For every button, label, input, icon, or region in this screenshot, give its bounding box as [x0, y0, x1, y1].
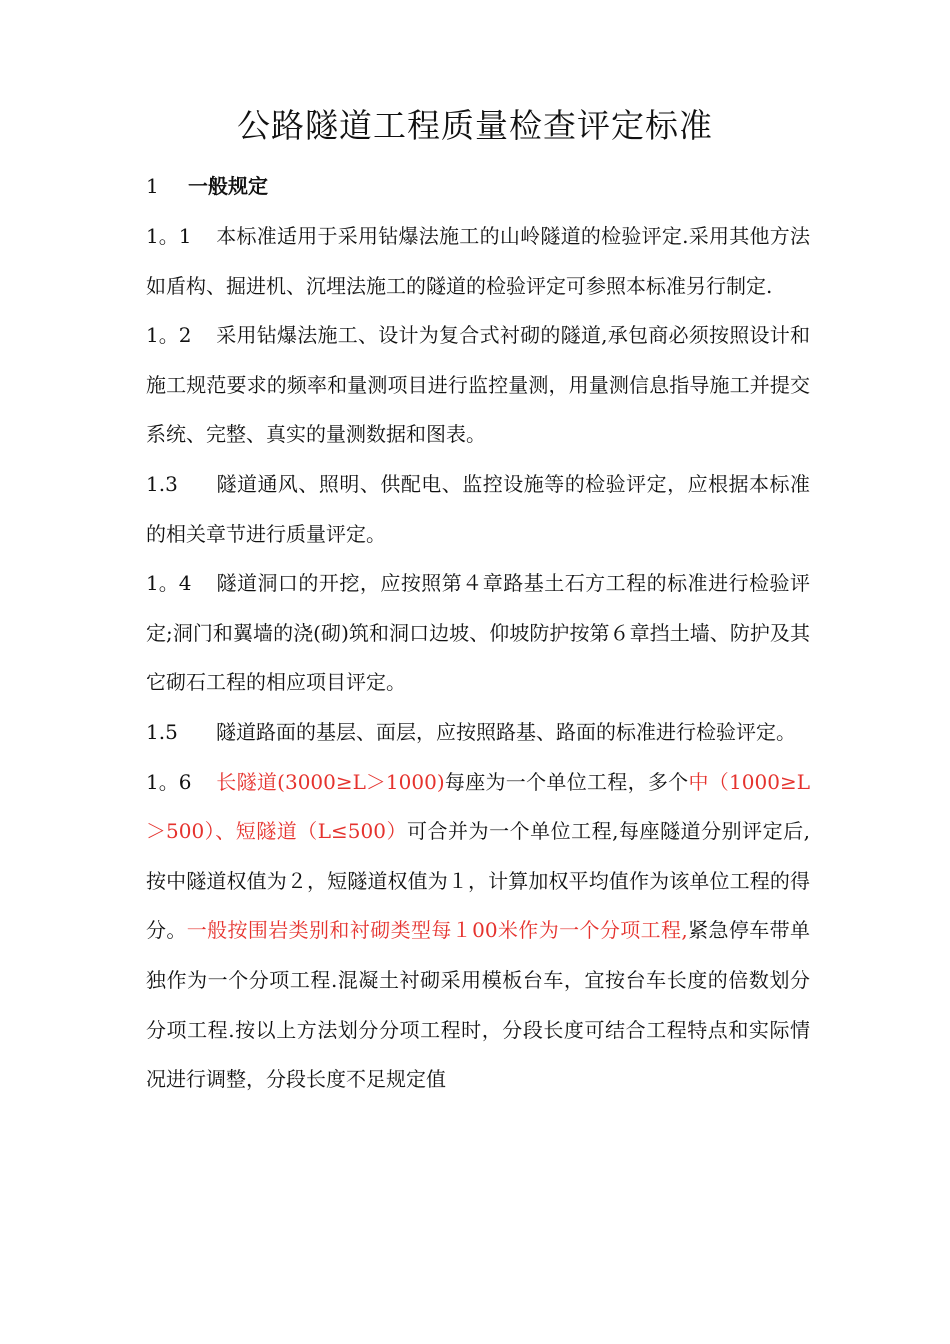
document-body	[146, 212, 810, 1105]
paragraph	[146, 758, 810, 1105]
paragraph	[146, 559, 810, 708]
paragraph-text: 隧道通风、照明、供配电、监控设施等的检验评定，应根据本标准的相关章节进行质量评定。	[146, 471, 810, 546]
paragraph-text: 隧道洞口的开挖，应按照第４章路基土石方工程的标准进行检验评定;洞门和翼墙的浇(砌)筑和洞口边坡、仰坡防护按第６章挡土墙、防护及其它砌石工程的相应项目评定。	[146, 571, 810, 695]
paragraph-number: 1。1	[146, 224, 192, 248]
paragraph-number: 1.5	[146, 719, 178, 744]
paragraph-text: 每座为一个单位工程，多个	[444, 769, 689, 794]
paragraph-number: 1。4	[146, 571, 192, 596]
section-heading	[146, 168, 268, 204]
paragraph	[146, 212, 810, 311]
section-label: 一般规定	[188, 174, 268, 198]
paragraph-number: 1。6	[146, 769, 192, 794]
paragraph	[146, 460, 810, 559]
paragraph-text: 可合并为一个单位工程,每座隧道分别评定后,按中隧道权值为２，短隧道权值为１，计算加权平均值作为该单位工程的得分。	[146, 819, 810, 943]
paragraph-text: 采用钻爆法施工、设计为复合式衬砌的隧道,承包商必须按照设计和施工规范要求的频率和量测项目进行监控量测，用量测信息指导施工并提交系统、完整、真实的量测数据和图表。	[146, 323, 810, 447]
paragraph	[146, 708, 810, 758]
section-number: 1	[146, 174, 159, 198]
highlighted-text: 中（1000≥L＞500）、短隧道（L≤500）	[146, 769, 810, 844]
paragraph	[146, 311, 810, 460]
paragraph-number: 1。2	[146, 323, 192, 348]
highlighted-text: 长隧道(3000≥L＞1000)	[216, 769, 445, 794]
highlighted-text: 一般按围岩类别和衬砌类型每１00米作为一个分项工程,	[186, 918, 688, 943]
paragraph-text: 紧急停车带单独作为一个分项工程.混凝土衬砌采用模板台车，宜按台车长度的倍数划分分项工程.按以上方法划分分项工程时，分段长度可结合工程特点和实际情况进行调整，分段长度不足规定值	[146, 918, 811, 1092]
paragraph-number: 1.3	[146, 471, 178, 496]
document-title: 公路隧道工程质量检查评定标准	[237, 106, 713, 145]
paragraph-text: 隧道路面的基层、面层，应按照路基、路面的标准进行检验评定。	[216, 719, 796, 744]
paragraph-text: 本标准适用于采用钻爆法施工的山岭隧道的检验评定.采用其他方法如盾构、掘进机、沉埋法施工的隧道的检验评定可参照本标准另行制定.	[146, 224, 810, 298]
